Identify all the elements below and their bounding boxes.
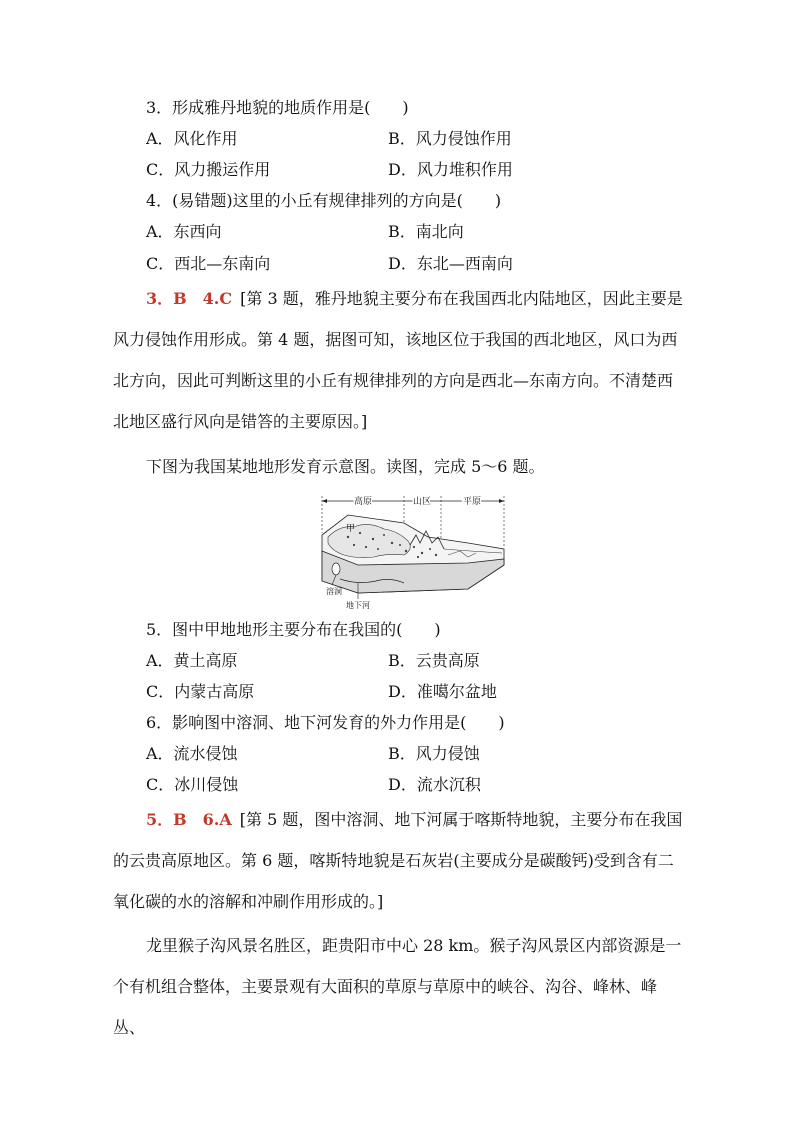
q4-option-b: B．南北向 <box>388 222 464 241</box>
q5-option-a: A．黄土高原 <box>146 651 238 670</box>
q3-option-c: C．风力搬运作用 <box>146 160 271 179</box>
answer-5-6 <box>113 799 683 922</box>
label-underground-river: 地下河 <box>346 601 370 610</box>
figure-intro: 下图为我国某地地形发育示意图。读图，完成 5～6 题。 <box>146 457 545 476</box>
label-plateau: 高原 <box>353 497 373 507</box>
q4-option-c: C．西北—东南向 <box>146 254 271 273</box>
q3-option-d: D．风力堆积作用 <box>388 160 513 179</box>
q6-option-c: C．冰川侵蚀 <box>146 775 239 794</box>
q3-stem: 3．形成雅丹地貌的地质作用是( ) <box>146 98 409 117</box>
answer-3-4 <box>113 278 683 442</box>
label-plain: 平原 <box>462 497 482 507</box>
q5-stem: 5．图中甲地地形主要分布在我国的( ) <box>146 620 441 639</box>
label-cave: 溶洞 <box>326 587 342 596</box>
label-mountain: 山区 <box>412 497 432 507</box>
q6-stem: 6．影响图中溶洞、地下河发育的外力作用是( ) <box>146 713 505 732</box>
q5-option-d: D．准噶尔盆地 <box>388 682 497 701</box>
q6-option-a: A．流水侵蚀 <box>146 744 238 763</box>
answer-keys: 3．B 4.C <box>146 289 233 308</box>
q5-option-c: C．内蒙古高原 <box>146 682 255 701</box>
answer-keys: 5．B 6.A <box>146 810 232 829</box>
q5-option-b: B．云贵高原 <box>388 651 480 670</box>
reading-passage <box>113 925 683 1048</box>
answer-explanation: [第 5 题，图中溶洞、地下河属于喀斯特地貌，主要分布在我国的云贵高原地区。第 6 题，喀斯特地貌是石灰岩(主要成分是碳酸钙)受到含有二氧化碳的水的溶解和冲刷作用形成的。] <box>113 810 683 911</box>
answer-explanation: [第 3 题，雅丹地貌主要分布在我国西北内陆地区，因此主要是风力侵蚀作用形成。第 4 题，据图可知，该地区位于我国的西北地区，风口为西北方向，因此可判断这里的小丘有规律排列的方向是西北—东南方向。不清楚西北地区盛行风向是错答的主要原因。] <box>113 289 683 431</box>
q6-option-b: B．风力侵蚀 <box>388 744 480 763</box>
label-jia: 甲 <box>346 524 356 534</box>
q4-stem: 4．(易错题)这里的小丘有规律排列的方向是( ) <box>146 191 502 210</box>
q4-option-d: D．东北—西南向 <box>388 254 513 273</box>
landform-diagram <box>318 493 508 611</box>
q4-option-a: A．东西向 <box>146 222 222 241</box>
q6-option-d: D．流水沉积 <box>388 775 481 794</box>
q3-option-b: B．风力侵蚀作用 <box>388 129 512 148</box>
passage-text: 龙里猴子沟风景名胜区，距贵阳市中心 28 km。猴子沟风景区内部资源是一个有机组合整体，主要景观有大面积的草原与草原中的峡谷、沟谷、峰林、峰丛、 <box>113 936 682 1037</box>
q3-option-a: A．风化作用 <box>146 129 238 148</box>
